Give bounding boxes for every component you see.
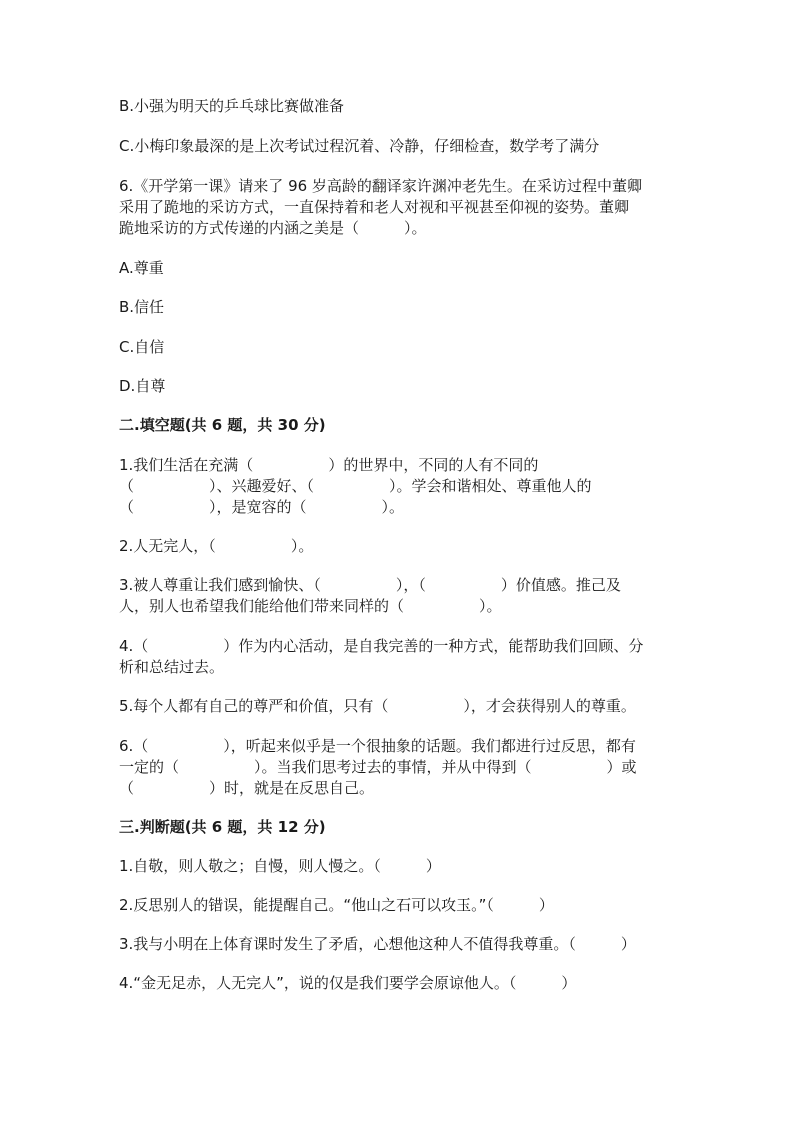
question-6-option-d: D.自尊 <box>119 377 166 395</box>
judge-q2: 2.反思别人的错误，能提醒自己。“他山之石可以攻玉。”（ ） <box>119 896 554 914</box>
fill-q1-line-1: 1.我们生活在充满（ ）的世界中，不同的人有不同的 <box>119 456 539 474</box>
section-true-false-heading: 三.判断题(共 6 题，共 12 分) <box>119 818 326 836</box>
judge-q1: 1.自敬，则人敬之；自慢，则人慢之。（ ） <box>119 857 441 875</box>
fill-q6-line-3: （ ）时，就是在反思自己。 <box>119 779 375 797</box>
fill-q5-line-1: 5.每个人都有自己的尊严和价值，只有（ ），才会获得别人的尊重。 <box>119 697 636 715</box>
fill-q4-line-2: 析和总结过去。 <box>119 658 225 676</box>
fill-q1-line-3: （ ），是宽容的（ ）。 <box>119 498 405 516</box>
question-6-line-2: 采用了跪地的采访方式，一直保持着和老人对视和平视甚至仰视的姿势。董卿 <box>119 198 630 216</box>
judge-q4: 4.“金无足赤，人无完人”，说的仅是我们要学会原谅他人。（ ） <box>119 974 577 992</box>
fill-q1-line-2: （ ）、兴趣爱好、（ ）。学会和谐相处、尊重他人的 <box>119 477 592 495</box>
question-6-option-c: C.自信 <box>119 338 165 356</box>
fill-q6-line-1: 6.（ ），听起来似乎是一个很抽象的话题。我们都进行过反思，都有 <box>119 737 636 755</box>
choice-option-c-previous: C.小梅印象最深的是上次考试过程沉着、冷静，仔细检查，数学考了满分 <box>119 137 600 155</box>
fill-q6-line-2: 一定的（ ）。当我们思考过去的事情，并从中得到（ ）或 <box>119 758 637 776</box>
question-6-option-a: A.尊重 <box>119 259 164 277</box>
fill-q3-line-2: 人，别人也希望我们能给他们带来同样的（ ）。 <box>119 597 502 615</box>
question-6-line-1: 6.《开学第一课》请来了 96 岁高龄的翻译家许渊冲老先生。在采访过程中董卿 <box>119 177 642 195</box>
question-6-option-b: B.信任 <box>119 298 165 316</box>
fill-q4-line-1: 4.（ ）作为内心活动，是自我完善的一种方式，能帮助我们回顾、分 <box>119 637 644 655</box>
fill-q2-line-1: 2.人无完人，（ ）。 <box>119 537 314 555</box>
section-fill-blank-heading: 二.填空题(共 6 题，共 30 分) <box>119 416 326 434</box>
judge-q3: 3.我与小明在上体育课时发生了矛盾，心想他这种人不值得我尊重。（ ） <box>119 935 636 953</box>
question-6-line-3: 跪地采访的方式传递的内涵之美是（ ）。 <box>119 219 427 237</box>
choice-option-b-previous: B.小强为明天的乒乓球比赛做准备 <box>119 97 345 115</box>
fill-q3-line-1: 3.被人尊重让我们感到愉快、（ ），（ ）价值感。推己及 <box>119 576 621 594</box>
